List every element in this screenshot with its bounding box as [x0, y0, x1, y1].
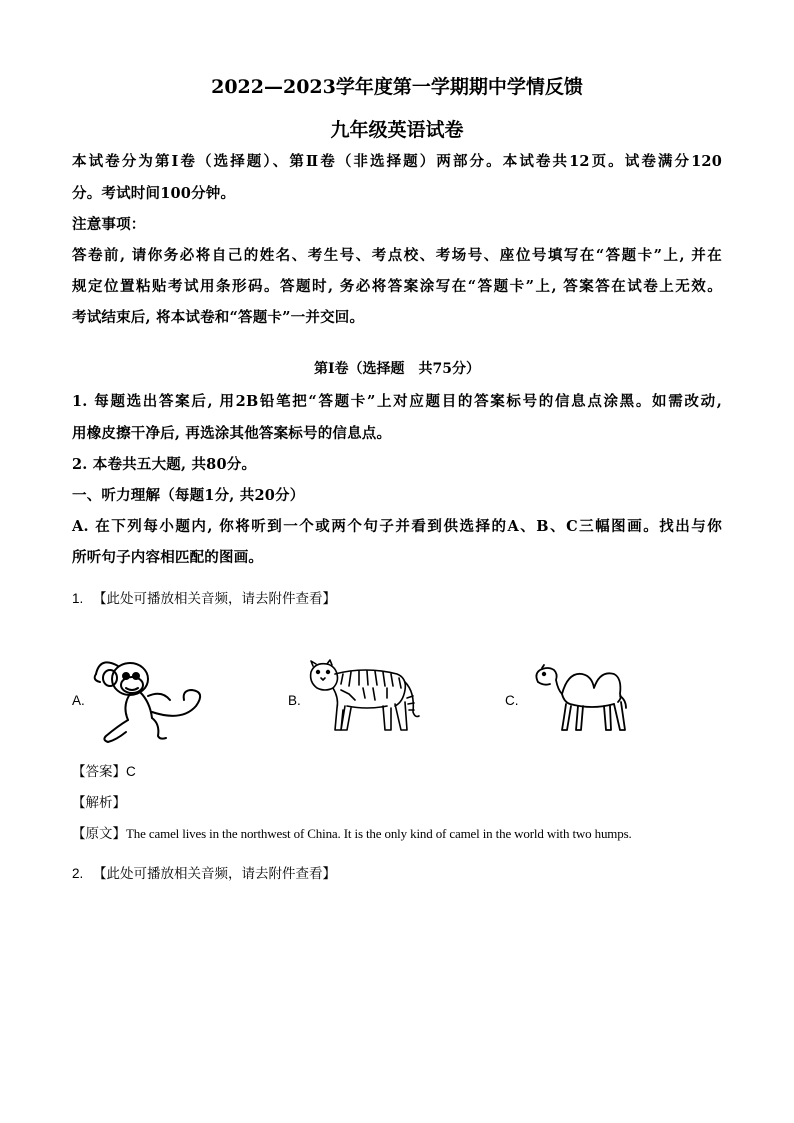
part-one-rule-1-line-1: 1. 每题选出答案后, 用2B铅笔把“答题卡”上对应题目的答案标号的信息点涂黑。如需改动,	[72, 393, 722, 410]
option-b-image	[303, 658, 421, 742]
answer-label: 【答案】	[72, 764, 126, 779]
tiger-icon	[303, 658, 421, 742]
section-one-instruction-line-2: 所听句子内容相匹配的图画。	[72, 549, 264, 566]
original-row	[72, 822, 632, 842]
question-2	[72, 862, 336, 882]
audio-note: 【此处可播放相关音频，请去附件查看】	[93, 866, 337, 881]
page-title: 2022—2023学年度第一学期期中学情反馈	[211, 76, 583, 98]
question-number: 2.	[72, 866, 84, 881]
part-one-rule-2: 2. 本卷共五大题, 共80分。	[72, 456, 257, 473]
section-one-heading: 一、听力理解（每题1分, 共20分）	[72, 487, 305, 504]
notes-line-3: 考试结束后, 将本试卷和“答题卡”一并交回。	[72, 309, 365, 326]
notes-line-2: 规定位置粘贴考试用条形码。答题时, 务必将答案涂写在“答题卡”上, 答案答在试卷上无效。	[72, 278, 722, 295]
page-subtitle: 九年级英语试卷	[330, 119, 464, 141]
original-label: 【原文】	[72, 826, 126, 841]
answer-value: C	[126, 764, 136, 779]
option-c-label: C.	[505, 693, 519, 708]
answer-row	[72, 760, 136, 780]
intro-line-2: 分。考试时间100分钟。	[72, 185, 236, 202]
option-a-label: A.	[72, 693, 85, 708]
part-one-heading: 第Ⅰ卷（选择题 共75分）	[313, 361, 481, 377]
analysis-label: 【解析】	[72, 795, 126, 810]
question-1	[72, 587, 336, 607]
option-b-label: B.	[288, 693, 301, 708]
intro-line-1: 本试卷分为第Ⅰ卷（选择题）、第Ⅱ卷（非选择题）两部分。本试卷共12页。试卷满分120	[72, 153, 722, 170]
notes-heading: 注意事项：	[72, 216, 146, 233]
monkey-icon	[88, 652, 208, 744]
audio-note: 【此处可播放相关音频，请去附件查看】	[93, 591, 337, 606]
question-number: 1.	[72, 591, 84, 606]
section-one-instruction-line-1: A. 在下列每小题内, 你将听到一个或两个句子并看到供选择的A、B、C三幅图画。找出与你	[72, 518, 722, 535]
option-c-image	[528, 660, 632, 736]
notes-line-1: 答卷前, 请你务必将自己的姓名、考生号、考点校、考场号、座位号填写在“答题卡”上, 并在	[72, 247, 722, 264]
camel-icon	[528, 660, 632, 736]
original-text: The camel lives in the northwest of China. It is the only kind of camel in the world with two humps.	[126, 826, 632, 841]
part-one-rule-1-line-2: 用橡皮擦干净后, 再选涂其他答案标号的信息点。	[72, 425, 392, 442]
option-a-image	[88, 652, 208, 744]
